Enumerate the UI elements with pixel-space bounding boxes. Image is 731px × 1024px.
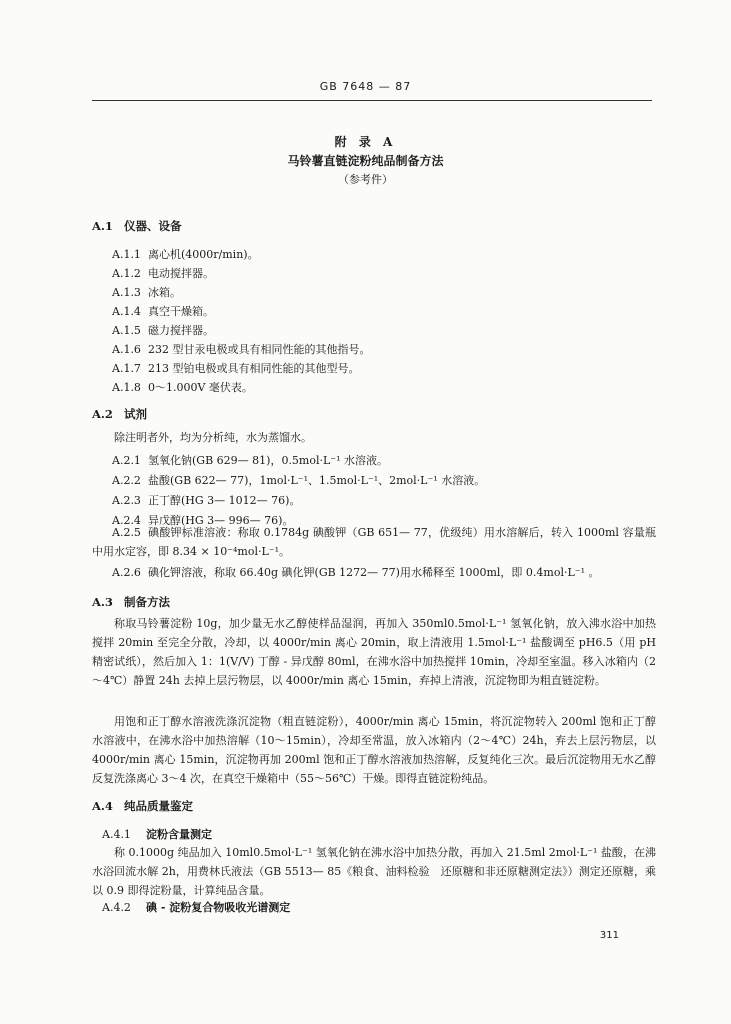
item-text: 213 型铂电极或具有相同性能的其他型号。 — [148, 362, 360, 375]
list-item — [112, 360, 360, 376]
item-number: A.2.3 — [112, 494, 141, 507]
item-text: 真空干燥箱。 — [148, 305, 214, 318]
subsection-number: A.4.2 — [102, 901, 131, 914]
item-number: A.1.4 — [112, 305, 141, 318]
subsection-number: A.4.1 — [102, 828, 131, 841]
section-title: 仪器、设备 — [124, 219, 182, 233]
annex-label: 附 录 A — [334, 135, 397, 149]
item-number: A.2.2 — [112, 474, 141, 487]
item-text: 离心机(4000r/min)。 — [148, 248, 259, 261]
section-a1-heading — [92, 218, 182, 234]
item-text: 冰箱。 — [148, 286, 181, 299]
list-item — [112, 379, 253, 395]
standard-code-header: GB 7648 — 87 — [319, 80, 412, 93]
list-item — [112, 284, 181, 300]
item-number: A.2.4 — [112, 514, 141, 527]
item-text: 碘酸钾标准溶液：称取 0.1784g 碘酸钾（GB 651— 77，优级纯）用水溶解后，转入 1000ml 容量瓶中用水定容，即 8.34 × 10⁻⁴mol·L⁻¹。 — [92, 526, 656, 558]
item-text: 异戊醇(HG 3— 996— 76)。 — [148, 514, 294, 527]
section-a3-heading — [92, 594, 170, 610]
list-item — [112, 492, 300, 508]
list-item — [112, 341, 371, 357]
subsection-title: 碘 - 淀粉复合物吸收光谱测定 — [146, 901, 291, 914]
section-number: A.4 — [92, 799, 113, 813]
section-number: A.2 — [92, 407, 113, 421]
item-number: A.1.1 — [112, 248, 141, 261]
item-number: A.1.6 — [112, 343, 141, 356]
item-number: A.1.3 — [112, 286, 141, 299]
list-item — [112, 564, 599, 580]
item-number: A.1.8 — [112, 381, 141, 394]
subsection-a42-heading — [102, 899, 290, 915]
section-a3-paragraph-2: 用饱和正丁醇水溶液洗涤沉淀物（粗直链淀粉），4000r/min 离心 15min，将沉淀物转入 200ml 饱和正丁醇水溶液中，在沸水浴中加热溶解（10～15min），冷却至常温，放入冰箱内（2～4℃）24h，弃去上层污物层，以 4000r/min 离心 15min，沉淀物再加 200ml 饱和正丁醇水溶液加热溶解，反复纯化三次。最后沉淀物用无水乙醇反复洗涤离心 3～4 次，在真空干燥箱中（55～56℃）干燥。即得直链淀粉纯品。 — [92, 715, 656, 785]
section-number: A.1 — [92, 219, 113, 233]
section-a2-heading — [92, 406, 147, 422]
header-rule — [92, 100, 652, 101]
section-title: 制备方法 — [124, 595, 170, 609]
item-text: 磁力搅拌器。 — [148, 324, 214, 337]
item-text: 0～1.000V 毫伏表。 — [148, 381, 253, 394]
subsection-a41-paragraph: 称 0.1000g 纯品加入 10ml0.5mol·L⁻¹ 氢氧化钠在沸水浴中加热分散，再加入 21.5ml 2mol·L⁻¹ 盐酸，在沸水浴回流水解 2h，用费林氏液法（GB 5513— 85《粮食、油料检验 还原糖和非还原糖测定法》）测定还原糖，乘以 0.9 即得淀粉量，计算纯品含量。 — [92, 846, 656, 897]
item-number: A.1.7 — [112, 362, 141, 375]
section-title: 试剂 — [124, 407, 147, 421]
annex-note: （参考件） — [338, 173, 393, 186]
item-number: A.1.2 — [112, 267, 141, 280]
section-a3-paragraph-1: 称取马铃薯淀粉 10g，加少量无水乙醇使样品湿润，再加入 350ml0.5mol·L⁻¹ 氢氧化钠，放入沸水浴中加热搅拌 20min 至完全分散，冷却，以 4000r/min 离心 20min，取上清液用 1.5mol·L⁻¹ 盐酸调至 pH6.5（用 pH 精密试纸），然后加入 1：1(V/V) 丁醇 - 异戊醇 80ml，在沸水浴中加热搅拌 10min，冷却至室温。移入冰箱内（2～4℃）静置 24h 去掉上层污物层，以 4000r/min 离心 15min，弃掉上清液，沉淀物即为粗直链淀粉。 — [92, 617, 656, 687]
item-number: A.1.5 — [112, 324, 141, 337]
section-title: 纯品质量鉴定 — [124, 799, 193, 813]
section-number: A.3 — [92, 595, 113, 609]
annex-title: 马铃薯直链淀粉纯品制备方法 — [287, 154, 444, 168]
section-a2-intro: 除注明者外，均为分析纯，水为蒸馏水。 — [114, 431, 312, 444]
list-item — [112, 246, 259, 262]
list-item — [112, 322, 214, 338]
list-item — [112, 265, 214, 281]
item-number: A.2.5 — [112, 526, 141, 539]
item-text: 氢氧化钠(GB 629— 81)，0.5mol·L⁻¹ 水溶液。 — [148, 454, 389, 467]
item-text: 232 型甘汞电极或具有相同性能的其他指号。 — [148, 343, 371, 356]
list-item — [92, 523, 656, 561]
item-text: 电动搅拌器。 — [148, 267, 214, 280]
subsection-a41-heading — [102, 826, 212, 842]
item-number: A.2.1 — [112, 454, 141, 467]
item-text: 碘化钾溶液，称取 66.40g 碘化钾(GB 1272— 77)用水稀释至 1000ml，即 0.4mol·L⁻¹ 。 — [148, 566, 600, 579]
list-item — [112, 303, 214, 319]
subsection-title: 淀粉含量测定 — [146, 828, 212, 841]
item-text: 盐酸(GB 622— 77)，1mol·L⁻¹、1.5mol·L⁻¹、2mol·L⁻¹ 水溶液。 — [148, 474, 486, 487]
list-item — [112, 452, 388, 468]
item-text: 正丁醇(HG 3— 1012— 76)。 — [148, 494, 301, 507]
list-item — [112, 472, 485, 488]
page-number: 311 — [599, 930, 619, 941]
section-a4-heading — [92, 798, 193, 814]
item-number: A.2.6 — [112, 566, 141, 579]
